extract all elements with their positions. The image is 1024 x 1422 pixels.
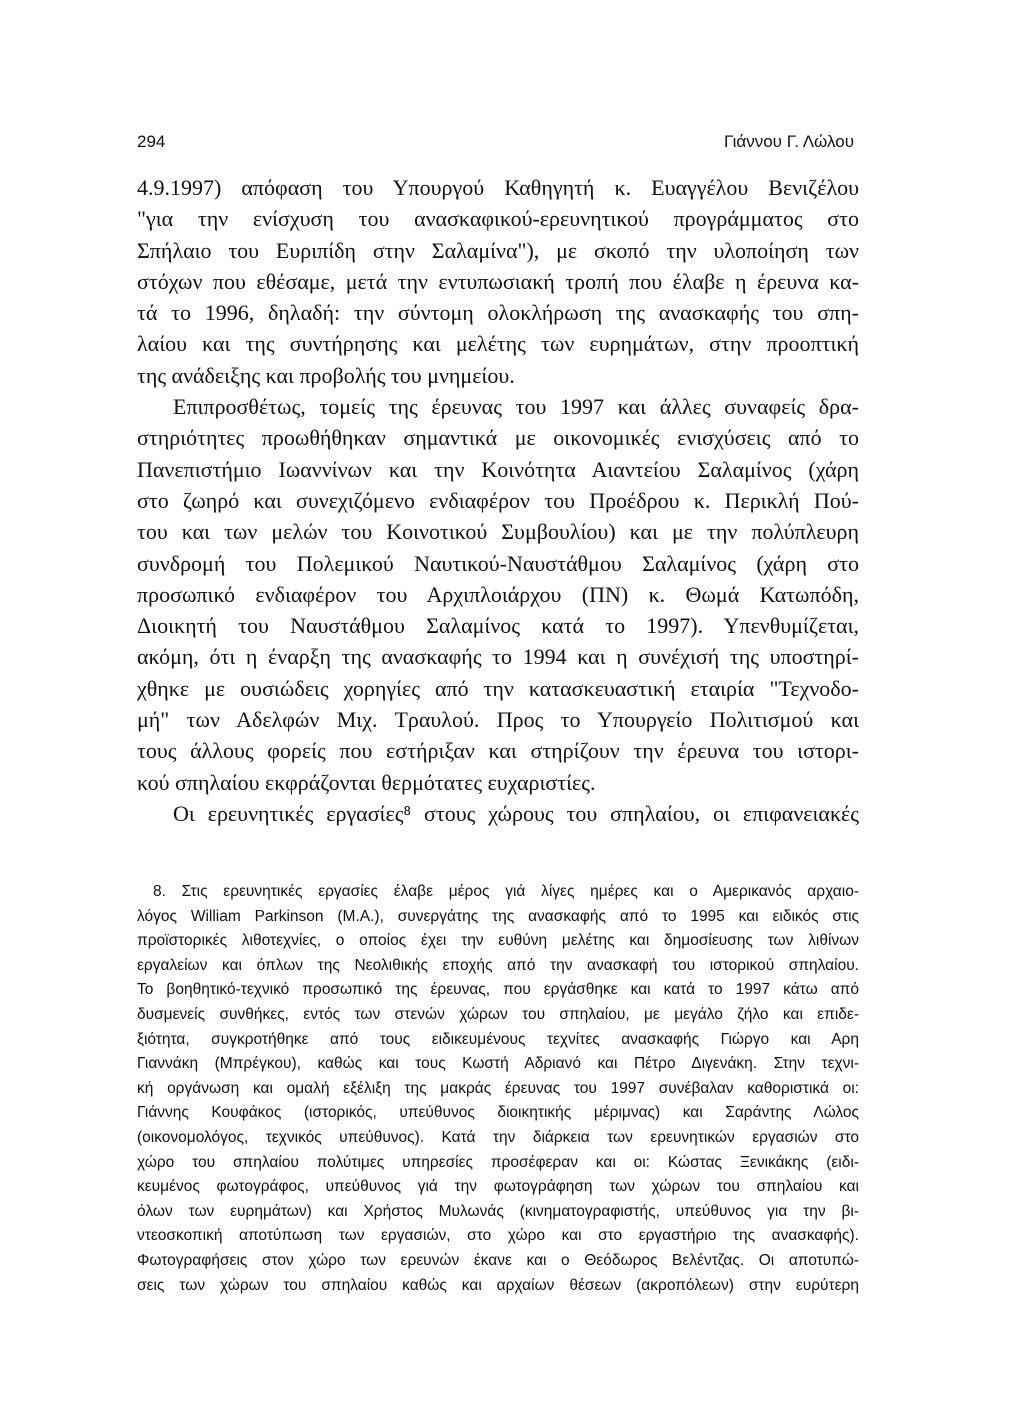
footnote-line: ξιότητα, συγκροτήθηκε από τους ειδικευμένους τεχνίτες ανασκαφής Γιώργο και Αρη [137,1030,859,1048]
body-line: τους άλλους φορείς που εστήριξαν και στηρίζουν την έρευνα του ιστορι- [137,738,859,764]
body-line: χθηκε με ουσιώδεις χορηγίες από την κατασκευαστική εταιρία "Τεχνοδο- [137,675,859,701]
body-line: "για την ενίσχυση του ανασκαφικού-ερευνητικού προγράμματος στο [137,206,859,232]
body-line: 4.9.1997) απόφαση του Υπουργού Καθηγητή κ. Ευαγγέλου Βενιζέλου [137,175,859,200]
footnote-line: Φωτογραφήσεις στον χώρο των ερευνών έκανε και ο Θεόδωρος Βελέντζας. Οι αποτυπώ- [137,1251,859,1269]
body-line: του και των μελών του Κοινοτικού Συμβουλίου) και με την πολύπλευρη [137,519,859,545]
body-line: στο ζωηρό και συνεχιζόμενο ενδιαφέρον του Προέδρου κ. Περικλή Πού- [137,487,859,513]
footnote-8 [137,880,859,1298]
footnote-line: σεις των χώρων του σπηλαίου καθώς και αρχαίων θέσεων (ακροπόλεων) στην ευρύτερη [137,1276,859,1294]
body-line: προσωπικό ενδιαφέρον του Αρχιπλοιάρχου (ΠΝ) κ. Θωμά Κατωπόδη, [137,581,859,607]
body-text [137,172,859,829]
footnote-line: χώρο του σπηλαίου πολύτιμες υπηρεσίες προσέφεραν και οι: Κώστας Ξενικάκης (ειδι- [137,1153,859,1171]
footnote-line: όλων των ευρημάτων) και Χρήστος Μυλωνάς (κινηματογραφιστής, υπεύθυνος για την βι- [137,1202,859,1220]
footnote-line: 8. Στις ερευνητικές εργασίες έλαβε μέρος γιά λίγες ημέρες και ο Αμερικανός αρχαιο- [153,883,859,900]
footnote-line: εργαλείων και όπλων της Νεολιθικής εποχής από την ανασκαφή του ιστορικού σπηλαίου. [137,956,859,974]
footnote-line: προϊστορικές λιθοτεχνίες, ο οποίος έχει την ευθύνη μελέτης και δημοσίευσης των λιθίνων [137,932,859,950]
body-line: ακόμη, ότι η έναρξη της ανασκαφής το 1994 και η συνέχισή της υποστηρί- [137,644,859,670]
footnote-line: λόγος William Parkinson (M.A.), συνεργάτης της ανασκαφής από το 1995 και ειδικός στις [137,907,859,925]
body-line: μή" των Αδελφών Μιχ. Τραυλού. Προς το Υπουργείο Πολιτισμού και [137,707,859,733]
page-number: 294 [137,132,166,151]
body-line: λαίου και της συντήρησης και μελέτης των ευρημάτων, στην προοπτική [137,331,859,357]
footnote-line: κευμένος φωτογράφος, υπεύθυνος γιά την φωτογράφηση των χώρων του σπηλαίου και [137,1178,859,1196]
footnote-line: Το βοηθητικό-τεχνικό προσωπικό της έρευνας, που εργάσθηκε και κατά το 1997 κάτω από [137,981,859,999]
footnote-line: κή οργάνωση και ομαλή εξέλιξη της μακράς έρευνας του 1997 συνέβαλαν καθοριστικά οι: [137,1079,859,1097]
running-head: Γιάννου Γ. Λώλου [723,132,854,151]
footnote-line: δυσμενείς συνθήκες, εντός των στενών χώρων του σπηλαίου, με μεγάλο ζήλο και επιδε- [137,1005,859,1023]
footnote-line: ντεοσκοπική αποτύπωση των εργασιών, στο χώρο και στο εργαστήριο της ανασκαφής). [137,1227,859,1245]
body-line: στόχων που εθέσαμε, μετά την εντυπωσιακή τροπή που έλαβε η έρευνα κα- [137,268,859,294]
body-line: Διοικητή του Ναυστάθμου Σαλαμίνος κατά το 1997). Υπενθυμίζεται, [137,613,859,639]
body-line: κού σπηλαίου εκφράζονται θερμότατες ευχαριστίες. [137,769,596,795]
body-line: τά το 1996, δηλαδή: την σύντομη ολοκλήρωση της ανασκαφής του σπη- [137,300,859,326]
footnote-line: Γιάννης Κουφάκος (ιστορικός, υπεύθυνος διοικητικής μέριμνας) και Σαράντης Λώλος [137,1104,859,1122]
body-line: Πανεπιστήμιο Ιωαννίνων και την Κοινότητα Αιαντείου Σαλαμίνος (χάρη [137,456,859,482]
body-line: Οι ερευνητικές εργασίες⁸ στους χώρους του σπηλαίου, οι επιφανειακές [173,800,859,826]
body-line: Σπήλαιο του Ευριπίδη στην Σαλαμίνα"), με σκοπό την υλοποίηση των [137,237,859,263]
body-line: συνδρομή του Πολεμικού Ναυτικού-Ναυστάθμου Σαλαμίνος (χάρη στο [137,550,859,576]
footnote-line: Γιαννάκη (Μπρέγκου), καθώς και τους Κωστή Αδριανό και Πέτρο Διγενάκη. Στην τεχνι- [137,1055,859,1073]
footnote-line: (οικονομολόγος, τεχνικός υπεύθυνος). Κατά την διάρκεια των ερευνητικών εργασιών στο [137,1128,859,1146]
body-line: στηριότητες προωθήθηκαν σημαντικά με οικονομικές ενισχύσεις από το [137,425,859,451]
body-line: της ανάδειξης και προβολής του μνημείου. [137,362,515,388]
body-line: Επιπροσθέτως, τομείς της έρευνας του 1997 και άλλες συναφείς δρα- [173,394,859,420]
